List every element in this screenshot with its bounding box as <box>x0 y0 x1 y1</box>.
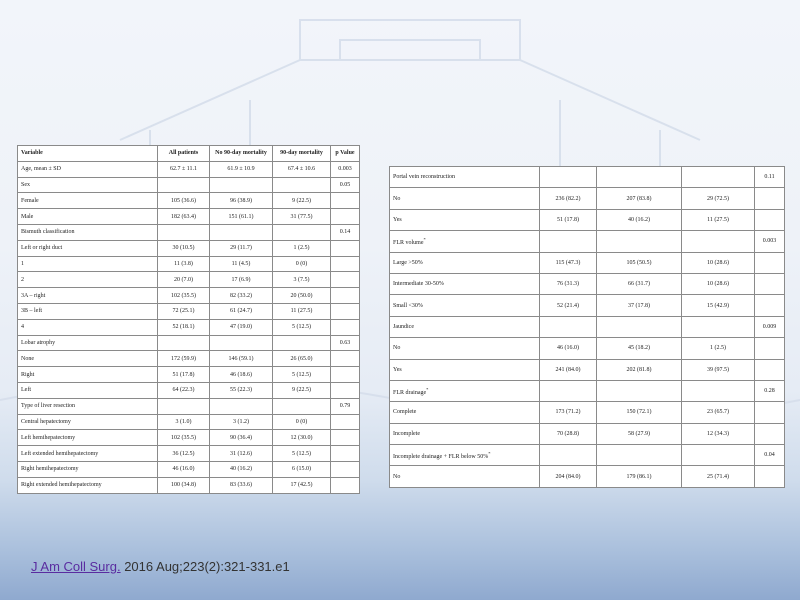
p-value-cell <box>331 414 360 430</box>
row-label <box>390 445 540 466</box>
table-row <box>390 380 785 401</box>
row-label-text: 3A – right <box>21 292 46 299</box>
header-variable: Variable <box>18 146 158 162</box>
value-cell <box>682 167 755 188</box>
header-90-day-mortality: 90-day mortality <box>273 146 331 162</box>
value-cell: 90 (36.4) <box>210 430 273 446</box>
row-label-text: Right hemihepatectomy <box>21 466 79 473</box>
p-value-cell <box>755 338 785 359</box>
table-row <box>18 193 360 209</box>
value-cell: 70 (28.8) <box>540 423 597 444</box>
table-row <box>390 402 785 423</box>
row-label-text: No <box>393 195 401 202</box>
value-cell <box>158 335 210 351</box>
value-cell: 58 (27.9) <box>597 423 682 444</box>
row-label-text: Intermediate 30-50% <box>393 281 444 288</box>
value-cell: 83 (33.6) <box>210 477 273 493</box>
value-cell <box>273 335 331 351</box>
row-label <box>390 273 540 294</box>
value-cell <box>273 398 331 414</box>
value-cell: 47 (19.0) <box>210 319 273 335</box>
value-cell: 62.7 ± 11.1 <box>158 161 210 177</box>
table-row <box>18 382 360 398</box>
p-value-cell <box>755 402 785 423</box>
value-cell: 51 (17.8) <box>158 367 210 383</box>
p-value-cell <box>331 256 360 272</box>
row-label-text: FLR volume <box>393 239 424 246</box>
row-label <box>18 303 158 319</box>
header-all-patients: All patients <box>158 146 210 162</box>
table-row <box>390 423 785 444</box>
table-row <box>18 461 360 477</box>
table-row <box>18 240 360 256</box>
value-cell: 0 (0) <box>273 414 331 430</box>
p-value-cell <box>331 367 360 383</box>
value-cell <box>597 167 682 188</box>
value-cell: 150 (72.1) <box>597 402 682 423</box>
value-cell <box>597 316 682 337</box>
row-label <box>18 414 158 430</box>
p-value-cell: 0.28 <box>755 380 785 401</box>
p-value-cell <box>331 351 360 367</box>
row-label-text: None <box>21 355 34 362</box>
p-value-cell <box>331 319 360 335</box>
value-cell: 52 (18.1) <box>158 319 210 335</box>
row-label-text: Age, mean ± SD <box>21 166 61 173</box>
value-cell: 51 (17.8) <box>540 209 597 230</box>
row-label <box>18 382 158 398</box>
row-label <box>18 335 158 351</box>
p-value-cell: 0.11 <box>755 167 785 188</box>
value-cell: 26 (65.0) <box>273 351 331 367</box>
row-label <box>390 380 540 401</box>
table-row <box>390 295 785 316</box>
row-label <box>18 240 158 256</box>
value-cell: 45 (18.2) <box>597 338 682 359</box>
row-label <box>390 316 540 337</box>
value-cell <box>597 445 682 466</box>
value-cell <box>210 224 273 240</box>
p-value-cell <box>755 252 785 273</box>
table-row <box>18 335 360 351</box>
value-cell: 5 (12.5) <box>273 446 331 462</box>
table-row <box>390 167 785 188</box>
p-value-cell <box>331 430 360 446</box>
value-cell: 3 (1.0) <box>158 414 210 430</box>
value-cell: 151 (61.1) <box>210 209 273 225</box>
row-label <box>18 193 158 209</box>
value-cell: 29 (11.7) <box>210 240 273 256</box>
row-label <box>18 477 158 493</box>
value-cell: 1 (2.5) <box>682 338 755 359</box>
table-row <box>18 256 360 272</box>
value-cell: 30 (10.5) <box>158 240 210 256</box>
p-value-cell <box>755 209 785 230</box>
table-row <box>390 252 785 273</box>
value-cell: 15 (42.9) <box>682 295 755 316</box>
value-cell: 25 (71.4) <box>682 466 755 487</box>
value-cell: 61.9 ± 10.9 <box>210 161 273 177</box>
value-cell: 46 (16.0) <box>158 461 210 477</box>
value-cell: 55 (22.3) <box>210 382 273 398</box>
p-value-cell: 0.003 <box>331 161 360 177</box>
value-cell: 36 (12.5) <box>158 446 210 462</box>
row-label-text: 2 <box>21 276 24 283</box>
value-cell: 12 (34.3) <box>682 423 755 444</box>
p-value-cell <box>755 295 785 316</box>
value-cell: 115 (47.3) <box>540 252 597 273</box>
value-cell: 202 (81.8) <box>597 359 682 380</box>
value-cell: 236 (82.2) <box>540 188 597 209</box>
row-label-text: No <box>393 345 401 352</box>
p-value-cell <box>331 209 360 225</box>
value-cell <box>273 224 331 240</box>
p-value-cell <box>755 423 785 444</box>
p-value-cell <box>331 477 360 493</box>
value-cell: 17 (42.5) <box>273 477 331 493</box>
value-cell: 20 (7.0) <box>158 272 210 288</box>
table-row <box>18 209 360 225</box>
row-label <box>390 423 540 444</box>
p-value-cell <box>331 272 360 288</box>
value-cell: 39 (97.5) <box>682 359 755 380</box>
value-cell <box>273 177 331 193</box>
table-row <box>18 351 360 367</box>
value-cell: 100 (34.8) <box>158 477 210 493</box>
value-cell: 40 (16.2) <box>597 209 682 230</box>
value-cell <box>682 231 755 252</box>
footnote-marker: * <box>488 450 491 456</box>
p-value-cell: 0.79 <box>331 398 360 414</box>
value-cell <box>682 445 755 466</box>
row-label-text: No <box>393 473 401 480</box>
table-row <box>18 224 360 240</box>
value-cell: 9 (22.5) <box>273 382 331 398</box>
value-cell: 11 (3.8) <box>158 256 210 272</box>
row-label-text: Male <box>21 213 34 220</box>
value-cell: 204 (84.0) <box>540 466 597 487</box>
row-label-text: Right <box>21 371 35 378</box>
header-no-90-day-mortality: No 90-day mortality <box>210 146 273 162</box>
row-label <box>18 319 158 335</box>
value-cell: 10 (28.6) <box>682 273 755 294</box>
value-cell: 37 (17.8) <box>597 295 682 316</box>
p-value-cell: 0.009 <box>755 316 785 337</box>
row-label-text: FLR drainage <box>393 389 427 396</box>
value-cell: 66 (31.7) <box>597 273 682 294</box>
table-row <box>18 414 360 430</box>
row-label <box>390 231 540 252</box>
value-cell: 5 (12.5) <box>273 367 331 383</box>
value-cell <box>210 398 273 414</box>
row-label <box>390 295 540 316</box>
table-row <box>390 445 785 466</box>
row-label <box>18 161 158 177</box>
table-row <box>18 367 360 383</box>
value-cell: 96 (38.9) <box>210 193 273 209</box>
value-cell: 172 (59.9) <box>158 351 210 367</box>
row-label <box>390 167 540 188</box>
value-cell: 5 (12.5) <box>273 319 331 335</box>
value-cell: 29 (72.5) <box>682 188 755 209</box>
p-value-cell <box>755 466 785 487</box>
table-row <box>18 303 360 319</box>
table-header-row <box>18 146 360 162</box>
value-cell: 82 (33.2) <box>210 288 273 304</box>
value-cell: 102 (35.5) <box>158 288 210 304</box>
p-value-cell <box>331 461 360 477</box>
row-label <box>390 188 540 209</box>
row-label <box>390 359 540 380</box>
value-cell <box>597 231 682 252</box>
p-value-cell <box>331 240 360 256</box>
row-label <box>390 252 540 273</box>
value-cell: 46 (16.0) <box>540 338 597 359</box>
row-label <box>18 446 158 462</box>
row-label <box>18 288 158 304</box>
value-cell: 17 (6.9) <box>210 272 273 288</box>
footnote-marker: * <box>426 386 429 392</box>
value-cell <box>158 177 210 193</box>
table-row <box>390 209 785 230</box>
p-value-cell <box>755 359 785 380</box>
value-cell: 241 (84.0) <box>540 359 597 380</box>
table-row <box>390 316 785 337</box>
p-value-cell <box>331 446 360 462</box>
value-cell: 52 (21.4) <box>540 295 597 316</box>
mortality-table-left <box>17 145 360 494</box>
row-label-text: Right extended hemihepatectomy <box>21 482 102 489</box>
p-value-cell <box>755 188 785 209</box>
value-cell: 207 (83.8) <box>597 188 682 209</box>
value-cell: 67.4 ± 10.6 <box>273 161 331 177</box>
p-value-cell: 0.14 <box>331 224 360 240</box>
table-row <box>390 273 785 294</box>
row-label-text: Yes <box>393 366 402 373</box>
p-value-cell <box>331 288 360 304</box>
value-cell: 173 (71.2) <box>540 402 597 423</box>
value-cell <box>540 316 597 337</box>
row-label <box>18 256 158 272</box>
citation <box>31 559 290 574</box>
value-cell: 146 (59.1) <box>210 351 273 367</box>
row-label-text: Sex <box>21 181 30 188</box>
value-cell <box>158 398 210 414</box>
row-label <box>18 272 158 288</box>
row-label <box>390 466 540 487</box>
value-cell <box>540 445 597 466</box>
row-label-text: Bismuth classification <box>21 229 75 236</box>
value-cell: 61 (24.7) <box>210 303 273 319</box>
row-label <box>390 209 540 230</box>
value-cell <box>540 380 597 401</box>
table-row <box>390 188 785 209</box>
table-row <box>18 272 360 288</box>
row-label-text: Yes <box>393 216 402 223</box>
p-value-cell <box>755 273 785 294</box>
value-cell: 23 (65.7) <box>682 402 755 423</box>
value-cell: 6 (15.0) <box>273 461 331 477</box>
row-label-text: Large >50% <box>393 259 423 266</box>
value-cell: 31 (12.6) <box>210 446 273 462</box>
row-label <box>18 367 158 383</box>
row-label-text: Female <box>21 197 39 204</box>
footnote-marker: * <box>423 236 426 242</box>
value-cell <box>210 177 273 193</box>
p-value-cell <box>331 382 360 398</box>
row-label-text: Incomplete drainage + FLR below 50% <box>393 453 489 460</box>
row-label <box>18 461 158 477</box>
row-label-text: Lobar atrophy <box>21 339 56 346</box>
row-label-text: Portal vein reconstruction <box>393 174 455 181</box>
value-cell: 72 (25.1) <box>158 303 210 319</box>
value-cell: 11 (27.5) <box>682 209 755 230</box>
row-label-text: 4 <box>21 324 24 331</box>
table-row <box>390 231 785 252</box>
table-row <box>390 338 785 359</box>
table-row <box>18 398 360 414</box>
mortality-table-right <box>389 166 785 488</box>
value-cell <box>210 335 273 351</box>
p-value-cell: 0.05 <box>331 177 360 193</box>
table-row <box>18 288 360 304</box>
row-label <box>18 398 158 414</box>
row-label-text: Left <box>21 387 31 394</box>
journal-link[interactable]: J Am Coll Surg. <box>31 559 121 574</box>
value-cell <box>540 167 597 188</box>
row-label <box>18 224 158 240</box>
table-row <box>18 319 360 335</box>
row-label <box>18 209 158 225</box>
value-cell: 10 (28.6) <box>682 252 755 273</box>
value-cell: 76 (31.3) <box>540 273 597 294</box>
row-label-text: Incomplete <box>393 430 420 437</box>
value-cell: 11 (27.5) <box>273 303 331 319</box>
p-value-cell: 0.003 <box>755 231 785 252</box>
row-label-text: Type of liver resection <box>21 403 76 410</box>
p-value-cell: 0.04 <box>755 445 785 466</box>
row-label-text: 3B – left <box>21 308 42 315</box>
row-label-text: Central hepatectomy <box>21 418 71 425</box>
value-cell: 31 (77.5) <box>273 209 331 225</box>
value-cell <box>682 316 755 337</box>
value-cell: 1 (2.5) <box>273 240 331 256</box>
value-cell: 3 (7.5) <box>273 272 331 288</box>
value-cell: 20 (50.0) <box>273 288 331 304</box>
row-label <box>390 338 540 359</box>
row-label <box>18 351 158 367</box>
row-label-text: Left hemihepatectomy <box>21 434 76 441</box>
row-label-text: Jaundice <box>393 323 414 330</box>
table-row <box>18 430 360 446</box>
value-cell: 179 (86.1) <box>597 466 682 487</box>
value-cell: 182 (63.4) <box>158 209 210 225</box>
row-label-text: Small <30% <box>393 302 423 309</box>
value-cell <box>540 231 597 252</box>
row-label-text: Complete <box>393 409 417 416</box>
row-label-text: 1 <box>21 260 24 267</box>
value-cell <box>597 380 682 401</box>
p-value-cell <box>331 193 360 209</box>
p-value-cell <box>331 303 360 319</box>
value-cell: 64 (22.3) <box>158 382 210 398</box>
value-cell: 9 (22.5) <box>273 193 331 209</box>
header-p-value: p Value <box>331 146 360 162</box>
table-row <box>18 446 360 462</box>
table-row <box>18 477 360 493</box>
row-label-text: Left extended hemihepatectomy <box>21 450 99 457</box>
row-label <box>390 402 540 423</box>
table-row <box>18 161 360 177</box>
row-label-text: Left or right duct <box>21 245 63 252</box>
value-cell: 3 (1.2) <box>210 414 273 430</box>
value-cell: 46 (18.6) <box>210 367 273 383</box>
row-label <box>18 177 158 193</box>
value-cell: 0 (0) <box>273 256 331 272</box>
value-cell: 12 (30.0) <box>273 430 331 446</box>
value-cell <box>158 224 210 240</box>
table-row <box>18 177 360 193</box>
value-cell: 11 (4.5) <box>210 256 273 272</box>
value-cell: 105 (36.6) <box>158 193 210 209</box>
citation-details: 2016 Aug;223(2):321-331.e1 <box>120 559 290 574</box>
value-cell: 40 (16.2) <box>210 461 273 477</box>
row-label <box>18 430 158 446</box>
value-cell: 105 (50.5) <box>597 252 682 273</box>
value-cell <box>682 380 755 401</box>
value-cell: 102 (35.5) <box>158 430 210 446</box>
table-row <box>390 359 785 380</box>
p-value-cell: 0.63 <box>331 335 360 351</box>
table-row <box>390 466 785 487</box>
